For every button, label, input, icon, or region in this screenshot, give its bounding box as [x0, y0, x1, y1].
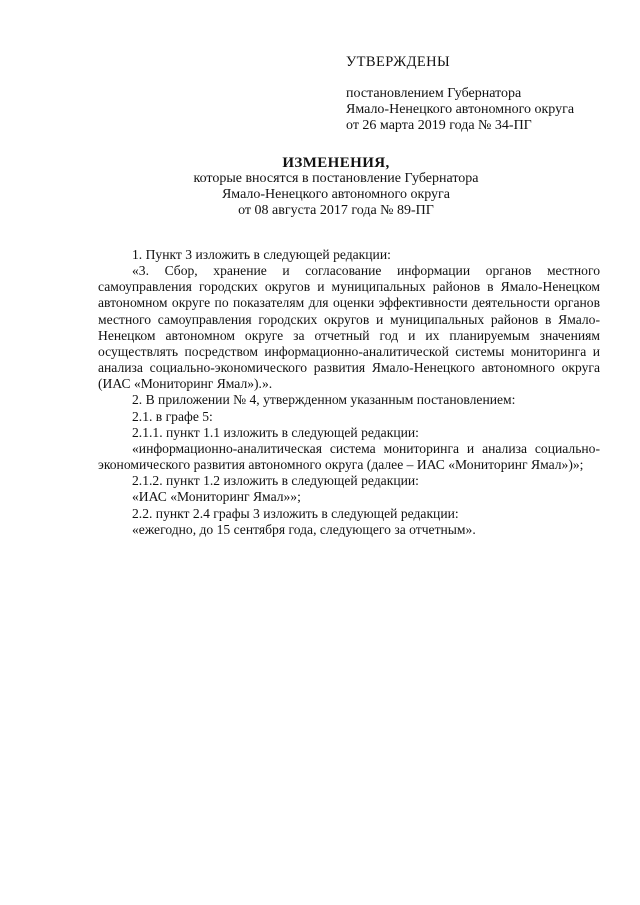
- approval-line-1: постановлением Губернатора: [346, 86, 522, 101]
- approval-line-2: Ямало-Ненецкого автономного округа: [346, 102, 575, 117]
- heading-line-3: от 08 августа 2017 года № 89-ПГ: [238, 203, 434, 218]
- paragraph-1: 1. Пункт 3 изложить в следующей редакции:: [132, 247, 391, 262]
- paragraph-2: «3. Сбор, хранение и согласование информации органов местного самоуправления городских округов и муниципальных районов в Ямало-Ненецком автономном округе по показателям для оценки эффективности деятельности органов местного самоуправления городских округов и муниципальных районов в Ямало-Ненецком автономном округе за отчетный год и их планируемым значениям осуществлять посредством информационно-аналитической системы мониторинга и анализа социально-экономического развития Ямало-Ненецкого автономного округа (ИАС «Мониторинг Ямал»).».: [98, 263, 600, 392]
- paragraph-8: «ИАС «Мониторинг Ямал»»;: [132, 489, 301, 505]
- paragraph-10: «ежегодно, до 15 сентября года, следующего за отчетным».: [132, 521, 476, 537]
- paragraph-9: 2.2. пункт 2.4 графы 3 изложить в следующей редакции:: [132, 505, 459, 521]
- document-heading: [96, 155, 576, 219]
- paragraph-6: «информационно-аналитическая система мониторинга и анализа социально-экономического развития автономного округа (далее – ИАС «Мониторинг Ямал»)»;: [98, 440, 600, 473]
- document-body: [98, 247, 600, 538]
- paragraph-7: 2.1.2. пункт 1.2 изложить в следующей редакции:: [132, 473, 419, 489]
- paragraph-5: 2.1.1. пункт 1.1 изложить в следующей редакции:: [132, 424, 419, 440]
- paragraph-3: 2. В приложении № 4, утвержденном указанным постановлением:: [132, 392, 516, 408]
- heading-line-2: Ямало-Ненецкого автономного округа: [221, 187, 451, 202]
- approval-block: [346, 54, 626, 134]
- heading-line-1: которые вносятся в постановление Губернатора: [193, 171, 479, 186]
- heading-title: ИЗМЕНЕНИЯ,: [282, 155, 390, 171]
- approval-line-3: от 26 марта 2019 года № 34-ПГ: [346, 118, 532, 133]
- paragraph-4: 2.1. в графе 5:: [132, 408, 213, 424]
- approval-title: УТВЕРЖДЕНЫ: [346, 54, 451, 70]
